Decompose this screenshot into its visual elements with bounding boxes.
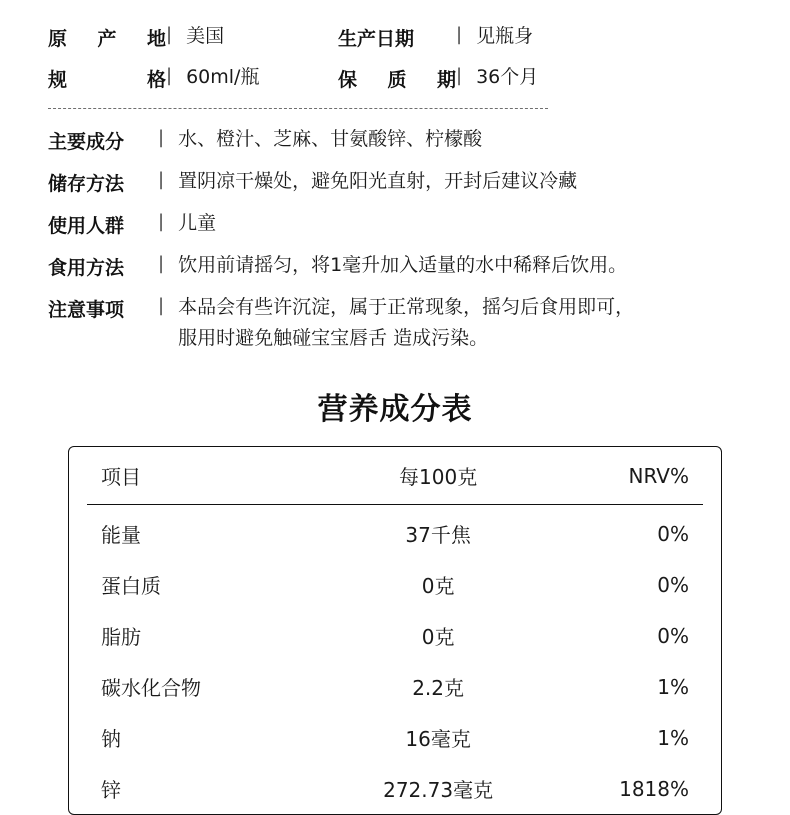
spec-production-date-label: 生产日期 bbox=[338, 28, 415, 50]
spec-caution bbox=[48, 295, 742, 350]
spec-size-value: 60ml/瓶 bbox=[186, 66, 260, 88]
spec-audience bbox=[48, 211, 742, 238]
cell-nrv: 0% bbox=[657, 521, 689, 546]
cell-amount: 0克 bbox=[421, 625, 455, 650]
spec-ingredients-value: 水、橙汁、芝麻、甘氨酸锌、柠檬酸 bbox=[178, 128, 483, 150]
spec-usage-label: 食用方法 bbox=[48, 257, 125, 279]
spec-caution-value-line1: 本品会有些许沉淀，属于正常现象，摇匀后食用即可， bbox=[178, 296, 635, 318]
cell-item: 锌 bbox=[101, 778, 121, 803]
spec-divider: | bbox=[456, 24, 463, 45]
spec-production-date-value: 见瓶身 bbox=[476, 25, 534, 47]
spec-storage-label: 储存方法 bbox=[48, 173, 125, 195]
cell-nrv: 1% bbox=[657, 674, 689, 699]
spec-ingredients bbox=[48, 127, 742, 154]
table-row bbox=[87, 559, 703, 610]
spec-size bbox=[48, 65, 338, 92]
table-header-row bbox=[87, 447, 703, 505]
spec-divider: | bbox=[158, 295, 165, 316]
spec-caution-value-line2: 服用时避免触碰宝宝唇舌 造成污染。 bbox=[178, 326, 489, 349]
header-amount: 每100克 bbox=[399, 465, 478, 490]
table-row bbox=[87, 610, 703, 661]
spec-list bbox=[48, 127, 742, 350]
cell-amount: 16毫克 bbox=[405, 727, 471, 752]
cell-item: 碳水化合物 bbox=[101, 676, 201, 701]
nutrition-table bbox=[68, 446, 722, 815]
spec-divider: | bbox=[158, 127, 165, 148]
spec-shelf-life bbox=[338, 65, 668, 92]
cell-item: 能量 bbox=[101, 523, 141, 548]
spec-divider: | bbox=[158, 253, 165, 274]
spec-divider: | bbox=[456, 65, 463, 86]
cell-amount: 272.73毫克 bbox=[383, 778, 494, 803]
top-spec-block bbox=[48, 24, 742, 92]
spec-storage-value: 置阴凉干燥处，避免阳光直射，开封后建议冷藏 bbox=[178, 170, 578, 192]
dashed-divider bbox=[48, 108, 548, 109]
spec-size-label: 规 格 bbox=[48, 69, 166, 91]
table-row bbox=[87, 661, 703, 712]
spec-ingredients-label: 主要成分 bbox=[48, 131, 125, 153]
spec-origin bbox=[48, 24, 338, 51]
cell-amount: 0克 bbox=[421, 574, 455, 599]
nutrition-title: 营养成分表 bbox=[317, 392, 473, 428]
nutrition-table-head bbox=[87, 447, 703, 505]
spec-origin-value: 美国 bbox=[186, 25, 225, 47]
table-row bbox=[87, 505, 703, 560]
nutrition-table-grid bbox=[87, 447, 703, 814]
nutrition-table-body bbox=[87, 505, 703, 815]
spec-shelf-life-value: 36个月 bbox=[476, 66, 539, 88]
spec-origin-label: 原 产 地 bbox=[48, 28, 166, 50]
spec-caution-label: 注意事项 bbox=[48, 299, 125, 321]
spec-divider: | bbox=[158, 211, 165, 232]
spec-audience-label: 使用人群 bbox=[48, 215, 125, 237]
table-row bbox=[87, 712, 703, 763]
spec-storage bbox=[48, 169, 742, 196]
header-item: 项目 bbox=[101, 465, 141, 490]
spec-production-date bbox=[338, 24, 668, 51]
cell-amount: 2.2克 bbox=[412, 676, 465, 701]
spec-audience-value: 儿童 bbox=[178, 212, 217, 234]
spec-caution-value-wrap bbox=[178, 295, 742, 350]
spec-usage-value: 饮用前请摇匀，将1毫升加入适量的水中稀释后饮用。 bbox=[178, 254, 628, 276]
spec-usage bbox=[48, 253, 742, 280]
cell-item: 脂肪 bbox=[101, 625, 141, 650]
cell-nrv: 0% bbox=[657, 623, 689, 648]
spec-divider: | bbox=[158, 169, 165, 190]
spec-row bbox=[48, 24, 742, 51]
cell-amount: 37千焦 bbox=[405, 523, 471, 548]
cell-nrv: 0% bbox=[657, 572, 689, 597]
cell-nrv: 1% bbox=[657, 725, 689, 750]
cell-nrv: 1818% bbox=[619, 776, 689, 801]
spec-divider: | bbox=[166, 65, 173, 86]
cell-item: 蛋白质 bbox=[101, 574, 161, 599]
header-nrv: NRV% bbox=[628, 463, 689, 488]
cell-item: 钠 bbox=[101, 727, 121, 752]
spec-row bbox=[48, 65, 742, 92]
table-row bbox=[87, 763, 703, 814]
spec-shelf-life-label: 保 质 期 bbox=[338, 69, 456, 91]
spec-divider: | bbox=[166, 24, 173, 45]
